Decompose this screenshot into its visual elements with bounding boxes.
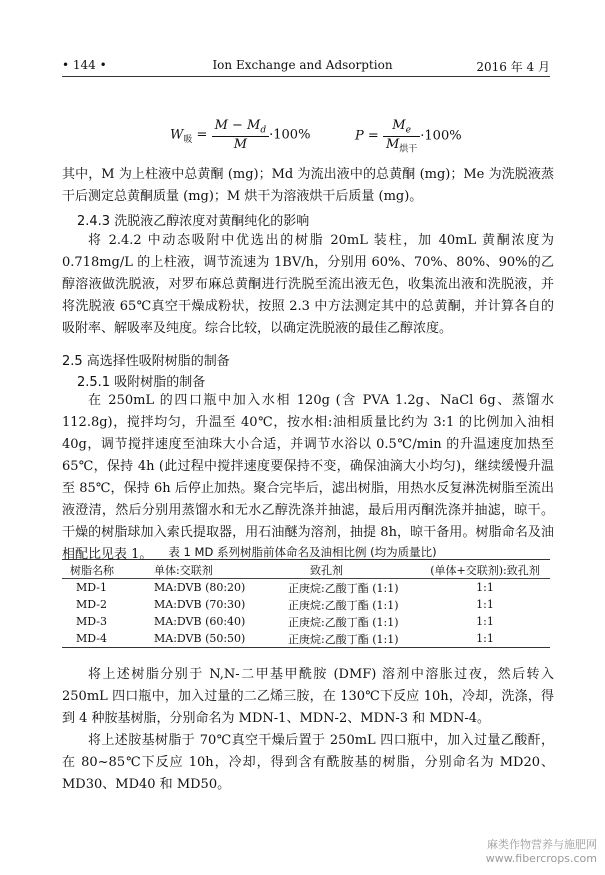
formula-w-fraction: $\frac{M - M_d}{M}$ (212, 118, 270, 152)
section-2-4-3-title: 2.4.3 洗脱液乙醇浓度对黄酮纯化的影响 (77, 214, 310, 229)
table-cell: 1:1 (476, 632, 494, 645)
table-cell: MD-1 (76, 581, 108, 594)
section-2-5-title: 2.5 高选择性吸附树脂的制备 (62, 354, 230, 369)
table-row (62, 630, 550, 648)
table-cell: 正庚烷:乙酸丁酯 (1:1) (288, 615, 399, 629)
section-2-5-1-title: 2.5.1 吸附树脂的制备 (77, 375, 206, 390)
table-cell: 1:1 (476, 615, 494, 628)
table-1 (62, 561, 550, 648)
table-header-cell: (单体+交联剂):致孔剂 (430, 563, 540, 577)
table-cell: 1:1 (476, 598, 494, 611)
table-row (62, 596, 550, 613)
formula-definitions: 其中，M 为上柱液中总黄酮 (mg)；Md 为流出液中的总黄酮 (mg)；Me 为洗脱液蒸干后测定总黄酮质量 (mg)；M 烘干为溶液烘干后质量 (mg)。 (62, 167, 554, 204)
table-cell: MA:DVB (50:50) (154, 632, 246, 645)
table-cell: 正庚烷:乙酸丁酯 (1:1) (288, 581, 399, 595)
table-cell: MD-4 (76, 632, 108, 645)
section-2-5-1-body: 在 250mL 的四口瓶中加入水相 120g (含 PVA 1.2g、NaCl 6g、蒸馏水 112.8g)，搅拌均匀，升温至 40℃，按水相:油相质量比约为 3:1 的比例加入油相 40g，调节搅拌速度至油珠大小合适，并调节水浴以 0.5℃/min 的升温速度加热至 65℃，保持 4h (此过程中搅拌速度要保持不变，确保油滴大小均匀)，继续缓慢升温至 85℃，保持 6h 后停止加热。聚合完毕后，滤出树脂，用热水反复淋洗树脂至流出液澄清，然后分别用蒸馏水和无水乙醇洗涤并抽滤，最后用丙酮洗涤并抽滤，晾干。干燥的树脂球加入索氏提取器，用石油醚为溶剂，抽提 8h，晾干备用。树脂命名及油相配比见表 1。 (62, 393, 554, 562)
table-cell: MA:DVB (60:40) (154, 615, 246, 628)
table-cell: 1:1 (476, 581, 494, 594)
table-cell: 正庚烷:乙酸丁酯 (1:1) (288, 598, 399, 612)
paragraph-acylation: 将上述胺基树脂于 70℃真空干燥后置于 250mL 四口瓶中，加入过量乙酸酐，在 80~85℃下反应 10h，冷却，得到含有酰胺基的树脂，分别命名为 MD20、MD30、MD40 和 MD50。 (62, 733, 554, 792)
section-2-4-3-body: 将 2.4.2 中动态吸附中优选出的树脂 20mL 装柱，加 40mL 黄酮浓度为 0.718mg/L 的上柱液，调节流速为 1BV/h，分别用 60%、70%、80%、90%的乙醇溶液做洗脱液，对罗布麻总黄酮进行洗脱至流出液无色，收集流出液和洗脱液，并将洗脱液 65℃真空干燥成粉状，按照 2.3 中方法测定其中的总黄酮，并计算各自的吸附率、解吸率及纯度。综合比较，以确定洗脱液的最佳乙醇浓度。 (62, 233, 554, 336)
table-header-cell: 树脂名称 (70, 563, 114, 577)
page-number: • 144 • (62, 58, 107, 72)
formula-p: P = $\frac{M_e}{M_{烘干}}$ ·100% (355, 118, 462, 155)
table-cell: MA:DVB (80:20) (154, 581, 246, 594)
site-watermark (486, 838, 597, 866)
table-header-cell: 致孔剂 (310, 563, 343, 577)
table-cell: MD-2 (76, 598, 108, 611)
table-row (62, 613, 550, 630)
issue-date: 2016 年 4 月 (476, 60, 550, 74)
journal-title: Ion Exchange and Adsorption (212, 58, 393, 72)
table-top-rule (62, 559, 550, 560)
paragraph-amination: 将上述树脂分别于 N,N-二甲基甲酰胺 (DMF) 溶剂中溶胀过夜，然后转入 250mL 四口瓶中，加入过量的二乙烯三胺，在 130℃下反应 10h，冷却，洗涤，得到 4 种胺基树脂，分别命名为 MDN-1、MDN-2、MDN-3 和 MDN-4。 (62, 667, 554, 726)
formula-p-fraction: $\frac{M_e}{M_{烘干}}$ (383, 118, 420, 154)
table-row (62, 579, 550, 596)
table-header-cell: 单体:交联剂 (154, 563, 213, 577)
header-rule (62, 76, 550, 77)
watermark-line: www.fibercrops.com (485, 852, 597, 865)
table-header-row (62, 561, 550, 579)
table-cell: MD-3 (76, 615, 108, 628)
table-cell: MA:DVB (70:30) (154, 598, 246, 611)
formula-w: $W_吸$ = $\frac{M - M_d}{M}$ ·100% (170, 118, 311, 152)
watermark-line: 麻类作物营养与施肥网 (487, 838, 597, 851)
table-caption: 表 1 MD 系列树脂前体命名及油相比例 (均为质量比) (168, 545, 437, 559)
table-cell: 正庚烷:乙酸丁酯 (1:1) (288, 632, 399, 646)
